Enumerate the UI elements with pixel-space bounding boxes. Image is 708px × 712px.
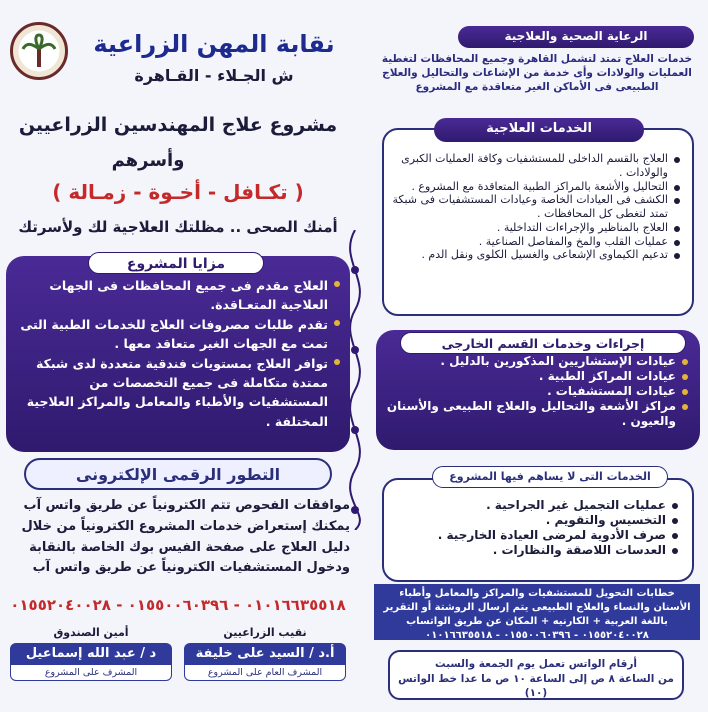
- signature-role: المشرف العام على المشروع: [184, 664, 346, 681]
- list-item: عمليات القلب والمخ والمفاصل الصناعية .: [390, 235, 680, 249]
- list-item: صرف الأدوية لمرضى العيادة الخارجية .: [392, 528, 678, 543]
- hours-box: [388, 650, 684, 700]
- union-address: ش الجـلاء - القـاهرة: [134, 66, 294, 85]
- digital-phones: ٠١٠١٦٦٣٥٥١٨ - ٠١٥٥٠٠٦٠٣٩٦ - ٠١٥٥٢٠٤٠٠٢٨: [10, 596, 346, 614]
- list-item: عيادات الإستشاريين المذكورين بالدليل .: [384, 354, 688, 369]
- list-item: التخسيس والتقويم .: [392, 513, 678, 528]
- palm-icon: [19, 31, 59, 71]
- digital-text: موافقات الفحوص تتم الكترونياً عن طريق واتس آب يمكنك إستعراض خدمات المشروع الكترونياً من خلال دليل العلاج على صفحة الفيس بوك الخاصة بالنقابة ودخول المستشفيات الكترونياً عن طريق واتس آب: [21, 498, 350, 576]
- list-item: عيادات المراكز الطبية .: [384, 369, 688, 384]
- list-item: عمليات التجميل غير الجراحية .: [392, 498, 678, 513]
- union-logo: [10, 22, 68, 80]
- project-subtitle: وأسرهم: [111, 150, 185, 171]
- services-list: [390, 152, 680, 262]
- list-item: تدعيم الكيماوى الإشعاعى والغسيل الكلوى ونقل الدم .: [390, 248, 680, 262]
- list-item: العلاج بالقسم الداخلى للمستشفيات وكافة العمليات الكبرى والولادات .: [390, 152, 680, 180]
- signature-union-head: [184, 626, 346, 698]
- right-column: [368, 0, 708, 712]
- list-item: العلاج مقدم فى جميع المحافظات فى الجهات العلاجية المتعـاقدة.: [14, 276, 340, 315]
- outpatient-list: [384, 354, 688, 429]
- not-covered-box: [382, 478, 694, 582]
- signature-label: أمين الصندوق: [53, 626, 129, 639]
- union-title: نقابة المهن الزراعية: [93, 30, 335, 58]
- hours-line-2: من الساعة ٨ ص إلى الساعة ١٠ ص ما عدا خط الواتس (١٠): [398, 672, 674, 700]
- list-item: مراكز الأشعة والتحاليل والعلاج الطبيعى والأسنان والعيون .: [384, 399, 688, 429]
- signature-name: د / عبد الله إسماعيل: [10, 643, 172, 664]
- signature-role: المشرف على المشروع: [10, 664, 172, 681]
- list-item: التحاليل والأشعة بالمراكز الطبية المتعاقدة مع المشروع .: [390, 180, 680, 194]
- project-slogan: ( تكـافل - أخـوة - زمـالة ): [52, 180, 304, 204]
- list-item: العلاج بالمناظير والإجراءات التداخلية .: [390, 221, 680, 235]
- list-item: الكشف فى العيادات الخاصة وعيادات المستشفيات فى شبكة تمتد لتغطى كل المحافظات .: [390, 193, 680, 221]
- care-intro: خدمات العلاج تمتد لتشمل القاهرة وجميع المحافظات لتغطية العمليات والولادات وأى خدمة من الإشاعات والتحاليل والعلاج الطبيعى فى الأماكن الغير متعاقدة مع المشروع: [381, 53, 693, 94]
- features-box: [6, 256, 350, 452]
- hours-line-1: أرقام الواتس تعمل يوم الجمعة والسبت: [434, 658, 638, 670]
- not-covered-list: [392, 498, 678, 558]
- care-title: الرعاية الصحية والعلاجية: [458, 26, 694, 48]
- transfer-notice: خطابات التحويل للمستشفيات والمراكز والمعامل وأطباء الأسنان والنساء والعلاج الطبيعى يتم إرسال الروشتة أو التقرير باللغة العربية + الكارنيه + المكان عن طريق الواتساب ٠١٥٥٢٠٤٠٠٢٨ - ٠١٥٥٠٠٦٠٣٩٦ - ٠١٠١٦٦٣٥٥١٨: [374, 584, 700, 640]
- digital-title: التطور الرقمى الإلكترونى: [24, 458, 332, 490]
- project-title: مشروع علاج المهندسين الزراعيين: [18, 114, 338, 136]
- list-item: تقدم طلبات مصروفات العلاج للخدمات الطبية التى تمت مع الجهات الغير متعاقد معها .: [14, 315, 340, 354]
- list-item: العدسات اللاصقة والنظارات .: [392, 543, 678, 558]
- not-covered-title: الخدمات التى لا يساهم فيها المشروع: [432, 466, 668, 488]
- outpatient-title: إجراءات وخدمات القسم الخارجى: [400, 332, 686, 354]
- services-title: الخدمات العلاجية: [434, 118, 644, 142]
- list-item: توافر العلاج بمستويات فندقية متعددة لدى شبكة ممتدة متكاملة فى جميع التخصصات من المستشفيات والأطباء والمعامل والمراكز العلاجية المختلفة .: [14, 354, 340, 432]
- services-box: [382, 128, 694, 316]
- signature-label: نقيب الزراعيين: [223, 626, 307, 639]
- features-list: [14, 276, 340, 431]
- signature-name: أ.د / السيد على خليفة: [184, 643, 346, 664]
- list-item: عيادات المستشفيات .: [384, 384, 688, 399]
- project-tagline: أمنك الصحى .. مظلتك العلاجية لك ولأسرتك: [18, 218, 338, 236]
- features-title: مزايا المشروع: [88, 252, 264, 274]
- signature-treasurer: [10, 626, 172, 698]
